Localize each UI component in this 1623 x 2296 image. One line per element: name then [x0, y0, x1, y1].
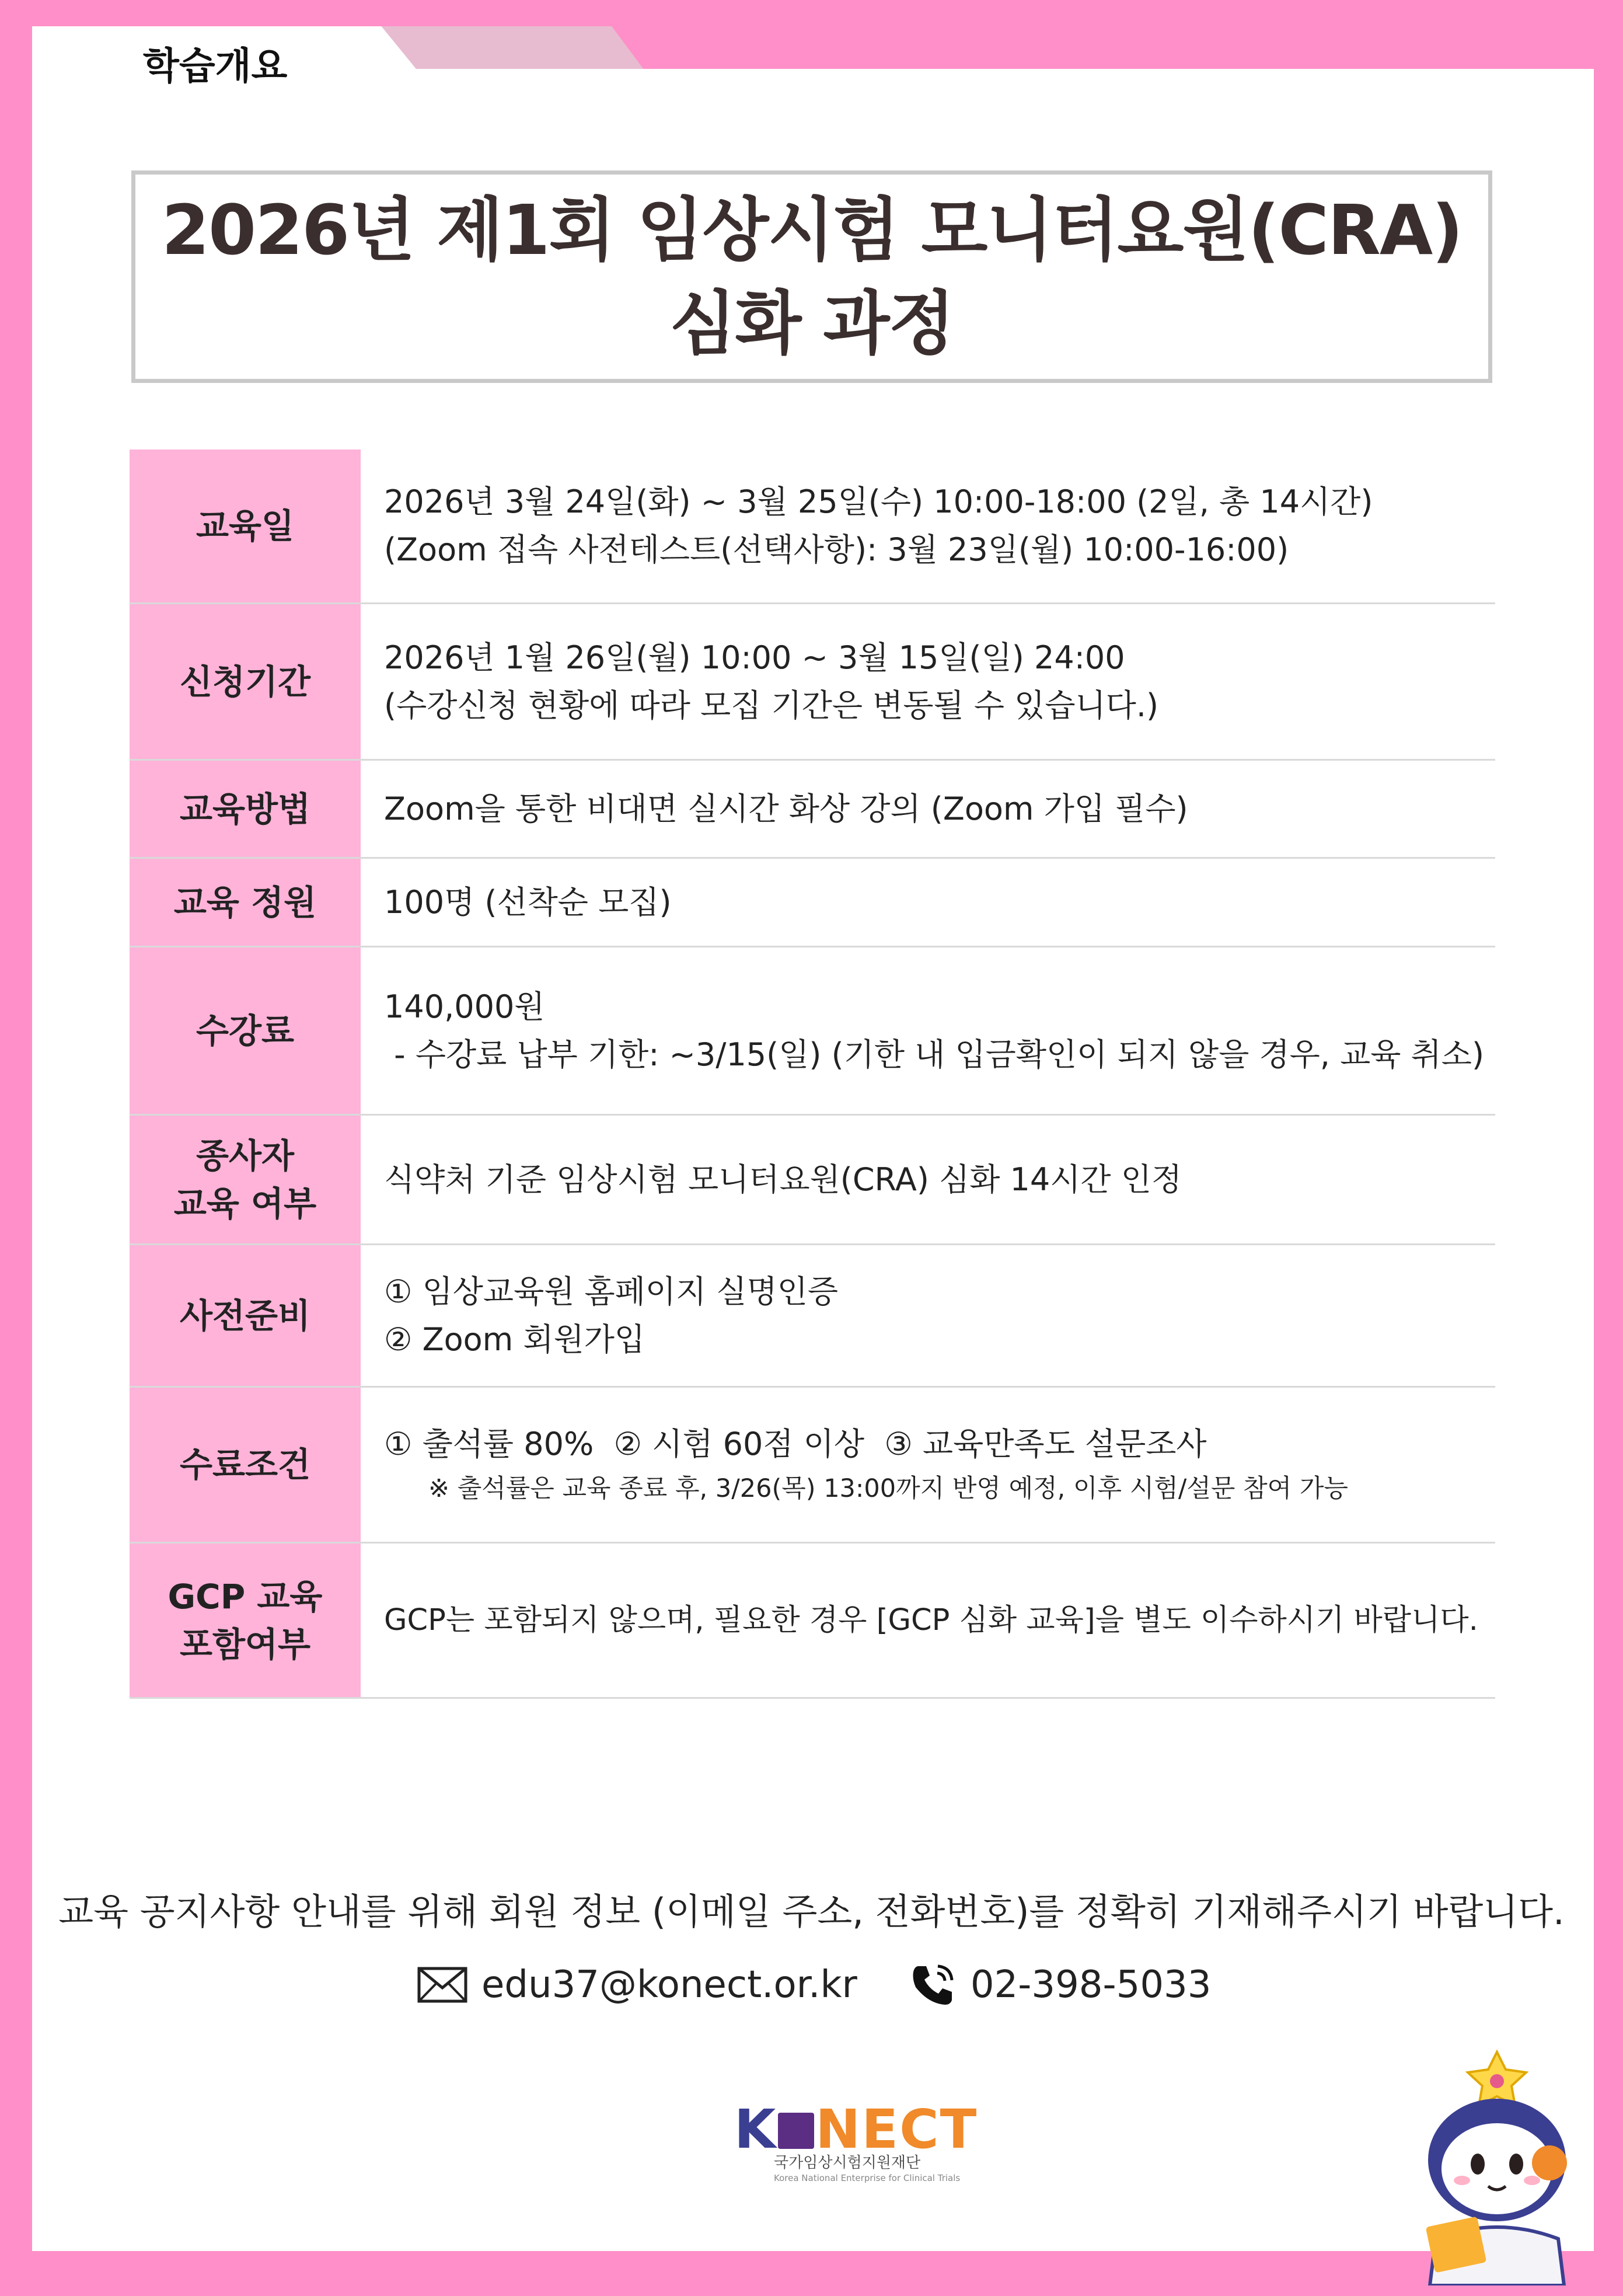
logo-o-mark [778, 2113, 814, 2149]
row-value-line: - 수강료 납부 기한: ~3/15(일) (기한 내 입금확인이 되지 않을 경우, 교육 취소) [384, 1036, 1485, 1073]
row-value-line: ① 출석률 80% ② 시험 60점 이상 ③ 교육만족도 설문조사 [384, 1426, 1207, 1462]
row-label-line: 사전준비 [179, 1295, 311, 1336]
row-value-line: (Zoom 접속 사전테스트(선택사항): 3월 23일(월) 10:00-16:00) [384, 531, 1289, 568]
row-value-note: ※ 출석률은 교육 종료 후, 3/26(목) 13:00까지 반영 예정, 이후 시험/설문 참여 가능 [428, 1474, 1348, 1503]
table-row-edu-date [130, 450, 1495, 604]
contact-info [417, 1959, 1211, 2011]
row-label [130, 761, 361, 857]
row-value-line: 식약처 기준 임상시험 모니터요원(CRA) 심화 14시간 인정 [384, 1161, 1182, 1198]
row-value-line: 2026년 1월 26일(월) 10:00 ~ 3월 15일(일) 24:00 [384, 639, 1125, 676]
row-label-line: 교육 여부 [173, 1183, 317, 1224]
table-row-completion [130, 1388, 1495, 1544]
row-value-line: (수강신청 현황에 따라 모집 기간은 변동될 수 있습니다.) [384, 687, 1159, 724]
row-value [361, 450, 1495, 602]
row-label [130, 1245, 361, 1386]
row-label-line: 수료조건 [179, 1445, 311, 1485]
row-value [361, 859, 1495, 946]
row-value [361, 1116, 1495, 1243]
logo-korean-name: 국가임상시험지원재단 [774, 2154, 921, 2172]
row-label-line: 수강료 [196, 1011, 295, 1051]
row-label-line: 교육일 [196, 506, 295, 546]
table-row-capacity [130, 859, 1495, 947]
contact-email[interactable]: edu37@konect.or.kr [481, 1963, 857, 2006]
row-label-line: 신청기간 [179, 661, 311, 702]
row-value [361, 1544, 1495, 1697]
row-value-line: 140,000원 [384, 988, 545, 1025]
title-line-1: 2026년 제1회 임상시험 모니터요원(CRA) [161, 190, 1463, 270]
row-value-line: 2026년 3월 24일(화) ~ 3월 25일(수) 10:00-18:00 (2일, 총 14시간) [384, 483, 1373, 520]
info-table [130, 450, 1495, 1699]
table-row-apply-period [130, 604, 1495, 761]
konect-logo: K NECT 국가임상시험지원재단 Korea National Enterprise for Clinical Trials [734, 2098, 978, 2183]
row-value-line: ② Zoom 회원가입 [384, 1321, 645, 1358]
row-label [130, 604, 361, 759]
mascot-illustration [1412, 2040, 1582, 2285]
row-value [361, 947, 1495, 1114]
row-value-line: 100명 (선착순 모집) [384, 883, 672, 921]
table-row-edu-method [130, 761, 1495, 859]
phone-icon [910, 1961, 957, 2008]
title-line-2: 심화 과정 [669, 283, 954, 364]
table-row-worker-training [130, 1116, 1495, 1245]
title-box [131, 170, 1492, 383]
row-value [361, 1388, 1495, 1542]
table-row-preparation [130, 1245, 1495, 1388]
row-label [130, 859, 361, 946]
row-value [361, 1245, 1495, 1386]
row-value-line: ① 임상교육원 홈페이지 실명인증 [384, 1273, 839, 1310]
section-tab-label: 학습개요 [143, 45, 288, 88]
envelope-icon [417, 1967, 467, 2003]
row-label-line: GCP 교육 [167, 1576, 323, 1616]
row-label [130, 947, 361, 1114]
row-label [130, 450, 361, 602]
row-value [361, 604, 1495, 759]
table-row-fee [130, 947, 1495, 1116]
notice-text: 교육 공지사항 안내를 위해 회원 정보 (이메일 주소, 전화번호)를 정확히 기재해주시기 바랍니다. [58, 1890, 1565, 1933]
row-label [130, 1544, 361, 1697]
row-value-line: Zoom을 통한 비대면 실시간 화상 강의 (Zoom 가입 필수) [384, 790, 1188, 827]
row-label-line: 교육 정원 [173, 882, 317, 922]
row-value-line: GCP는 포함되지 않으며, 필요한 경우 [GCP 심화 교육]을 별도 이수하시기 바랍니다. [384, 1602, 1478, 1637]
contact-phone[interactable]: 02-398-5033 [970, 1963, 1212, 2006]
row-label-line: 포함여부 [179, 1624, 311, 1664]
row-value [361, 761, 1495, 857]
row-label-line: 종사자 [196, 1135, 295, 1176]
logo-english-name: Korea National Enterprise for Clinical Trials [774, 2173, 961, 2183]
row-label [130, 1116, 361, 1243]
table-row-gcp [130, 1544, 1495, 1699]
row-label-line: 교육방법 [179, 789, 311, 829]
row-label [130, 1388, 361, 1542]
